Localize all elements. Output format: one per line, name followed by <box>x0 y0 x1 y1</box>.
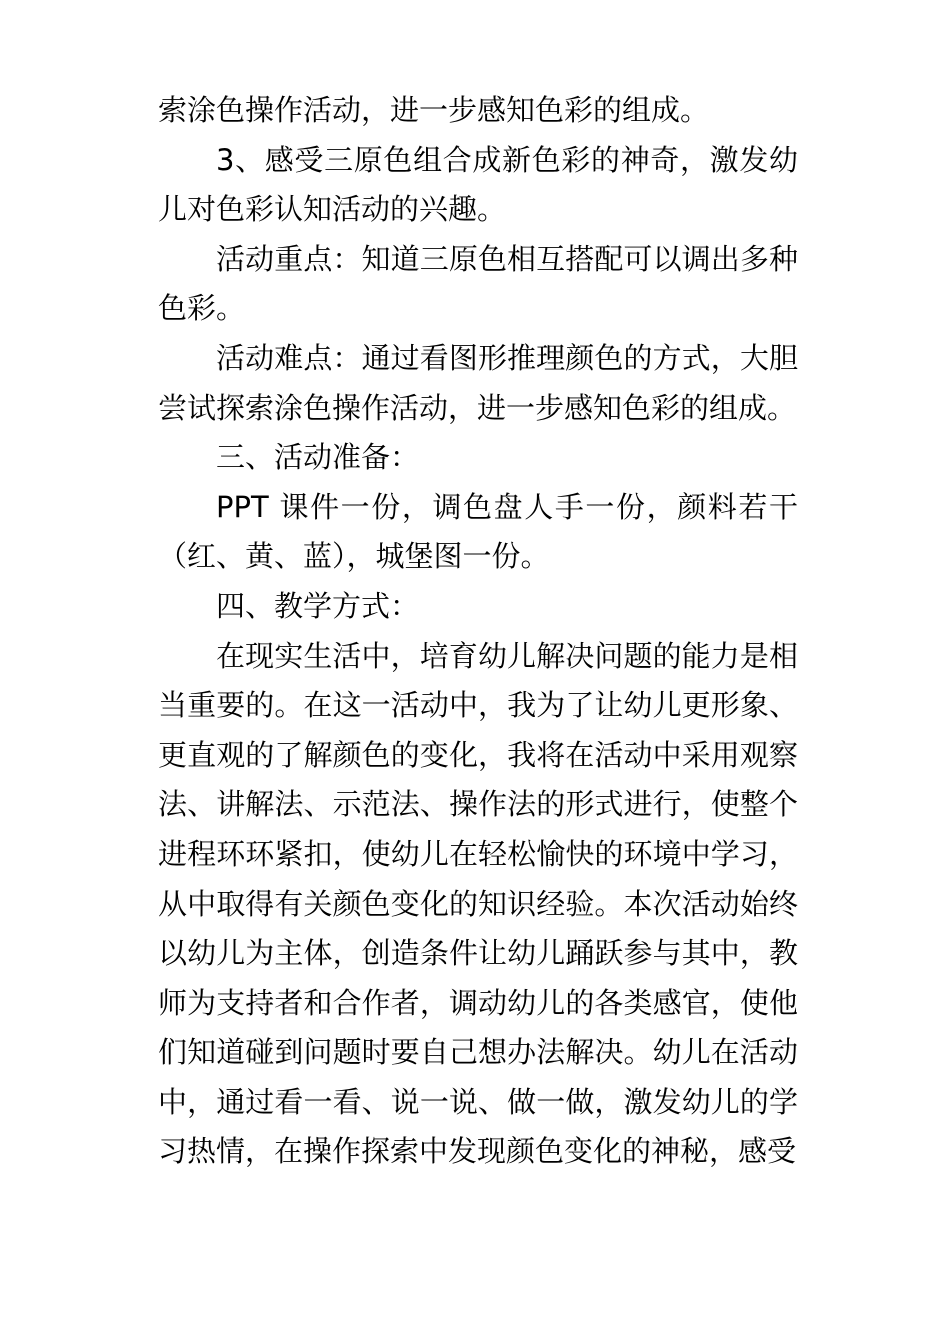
paragraph-materials: PPT 课件一份，调色盘人手一份，颜料若干（红、黄、蓝），城堡图一份。 <box>158 489 798 574</box>
paragraph-objective-3: 3、感受三原色组合成新色彩的神奇，激发幼儿对色彩认知活动的兴趣。 <box>158 142 798 227</box>
paragraph-difficult-point: 活动难点：通过看图形推理颜色的方式，大胆尝试探索涂色操作活动，进一步感知色彩的组成。 <box>158 340 798 425</box>
paragraph-continuation: 索涂色操作活动，进一步感知色彩的组成。 <box>158 93 710 127</box>
heading-teaching-method: 四、教学方式： <box>216 588 420 623</box>
document-body <box>158 86 798 1177</box>
paragraph-teaching-method: 在现实生活中，培育幼儿解决问题的能力是相当重要的。在这一活动中，我为了让幼儿更形象、更直观的了解颜色的变化，我将在活动中采用观察法、讲解法、示范法、操作法的形式进行，使整个进程环环紧扣，使幼儿在轻松愉快的环境中学习，从中取得有关颜色变化的知识经验。本次活动始终以幼儿为主体，创造条件让幼儿踊跃参与其中，教师为支持者和合作者，调动幼儿的各类感官，使他们知道碰到问题时要自己想办法解决。幼儿在活动中，通过看一看、说一说、做一做，激发幼儿的学习热情，在操作探索中发现颜色变化的神秘，感受 <box>158 638 798 1169</box>
paragraph-key-point: 活动重点：知道三原色相互搭配可以调出多种色彩。 <box>158 241 798 326</box>
heading-activity-preparation: 三、活动准备： <box>216 440 420 475</box>
